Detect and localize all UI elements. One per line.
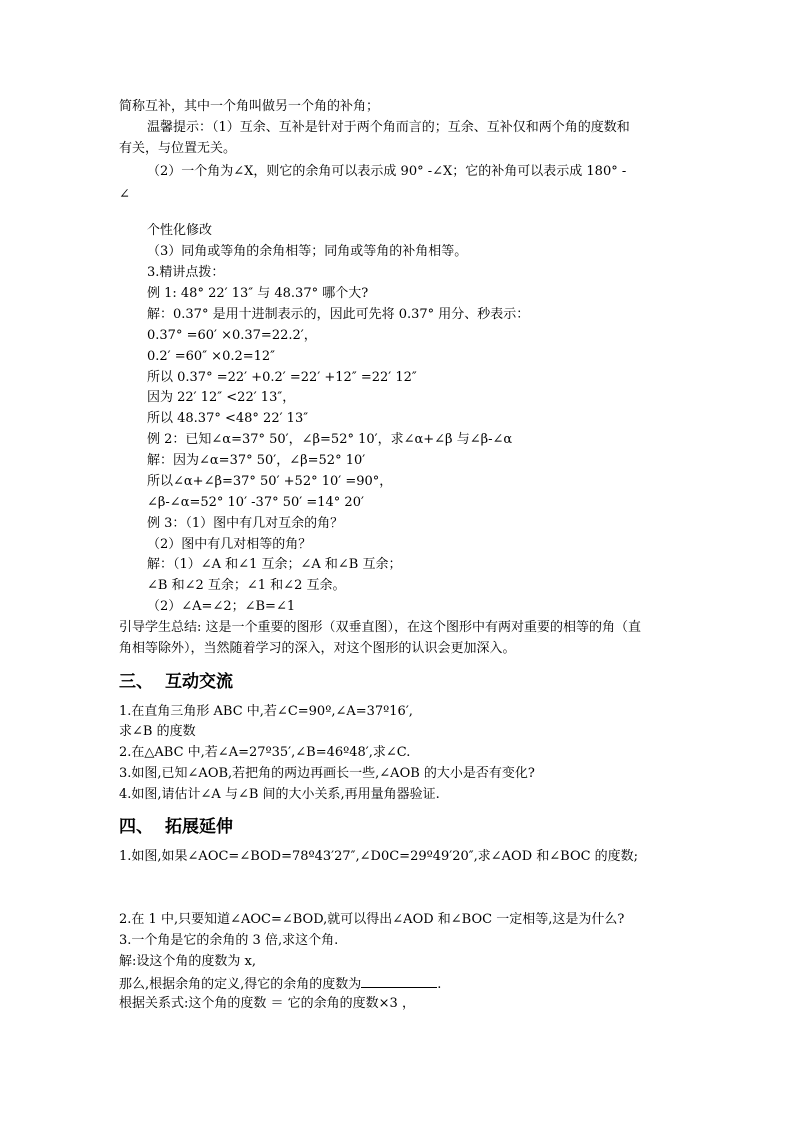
text-line: ∠B 和∠2 互余；∠1 和∠2 互余。 (147, 578, 346, 593)
answer-blank (361, 975, 437, 988)
list-item: 解:设这个角的度数为 x, (119, 954, 256, 969)
text-line: 解：0.37° 是用十进制表示的，因此可先将 0.37° 用分、秒表示： (147, 307, 530, 322)
text-line: 引导学生总结: 这是一个重要的图形（双垂直图），在这个图形中有两对重要的相等的角（直 (119, 620, 642, 635)
text-line: 0.2′ =60″ ×0.2=12″ (147, 349, 276, 364)
text-line: 例 2：已知∠α=37° 50′，∠β=52° 10′，求∠α+∠β 与∠β-∠α (147, 432, 513, 447)
list-item: 2.在△ABC 中,若∠A=27º35′,∠B=46º48′,求∠C. (119, 745, 411, 760)
list-item: 3.如图,已知∠AOB,若把角的两边再画长一些,∠AOB 的大小是否有变化? (119, 766, 535, 781)
text-line: 温馨提示：（1）互余、互补是针对于两个角而言的；互余、互补仅和两个角的度数和 (147, 120, 630, 135)
text-line: 例 3：（1）图中有几对互余的角？ (147, 516, 344, 531)
text-line: 角相等除外），当然随着学习的深入，对这个图形的认识会更加深入。 (119, 641, 516, 656)
text-line: 个性化修改 (147, 223, 213, 238)
list-item: 4.如图,请估计∠A 与∠B 间的大小关系,再用量角器验证. (119, 787, 440, 802)
text-line: 解：（1）∠A 和∠1 互余；∠A 和∠B 互余； (147, 557, 402, 572)
list-item: 1.在直角三角形 ABC 中,若∠C=90º,∠A=37º16′, (119, 704, 413, 719)
text-line: 所以∠α+∠β=37° 50′ +52° 10′ =90°， (147, 474, 393, 489)
list-item: 根据关系式:这个角的度数 ＝ 它的余角的度数×3 ， (119, 996, 415, 1011)
section-number: 三、 (119, 672, 153, 692)
blank-suffix: . (437, 977, 442, 992)
text-line: 因为 22′ 12″ <22′ 13″， (147, 390, 296, 405)
text-line: 0.37° =60′ ×0.37=22.2′， (147, 328, 317, 343)
list-item: 1.如图,如果∠AOC=∠BOD=78º43′27″,∠D0C=29º49′20″,求∠AOD 和∠BOC 的度数; (119, 849, 639, 864)
section-heading (119, 817, 233, 837)
list-item (119, 975, 441, 993)
list-item: 2.在 1 中,只要知道∠AOC=∠BOD,就可以得出∠AOD 和∠BOC 一定相等,这是为什么? (119, 912, 625, 927)
text-line: ∠β-∠α=52° 10′ -37° 50′ =14° 20′ (147, 495, 364, 510)
section-heading (119, 672, 233, 692)
text-line: 3.精讲点拨： (147, 265, 225, 280)
text-line: 所以 0.37° =22′ +0.2′ =22′ +12″ =22′ 12″ (147, 370, 417, 385)
text-line: （2）图中有几对相等的角？ (147, 537, 312, 552)
section-title: 互动交流 (165, 672, 233, 692)
text-line: 解：因为∠α=37° 50′，∠β=52° 10′ (147, 453, 366, 468)
list-item: 求∠B 的度数 (119, 724, 196, 739)
blank-prompt: 那么,根据余角的定义,得它的余角的度数为 (119, 977, 362, 992)
text-line: （2）一个角为∠X，则它的余角可以表示成 90° -∠X；它的补角可以表示成 180° - (147, 164, 627, 179)
text-line: 有关，与位置无关。 (119, 141, 237, 156)
text-line: （2）∠A=∠2；∠B=∠1 (147, 599, 296, 614)
text-line: 所以 48.37° <48° 22′ 13″ (147, 411, 309, 426)
text-line: 简称互补，其中一个角叫做另一个角的补角； (119, 99, 380, 114)
text-line: 例 1: 48° 22′ 13″ 与 48.37° 哪个大? (147, 286, 369, 301)
text-line: ∠ (119, 187, 130, 202)
section-title: 拓展延伸 (165, 817, 233, 837)
list-item: 3.一个角是它的余角的 3 倍,求这个角. (119, 933, 339, 948)
section-number: 四、 (119, 817, 153, 837)
text-line: （3）同角或等角的余角相等；同角或等角的补角相等。 (147, 244, 468, 259)
